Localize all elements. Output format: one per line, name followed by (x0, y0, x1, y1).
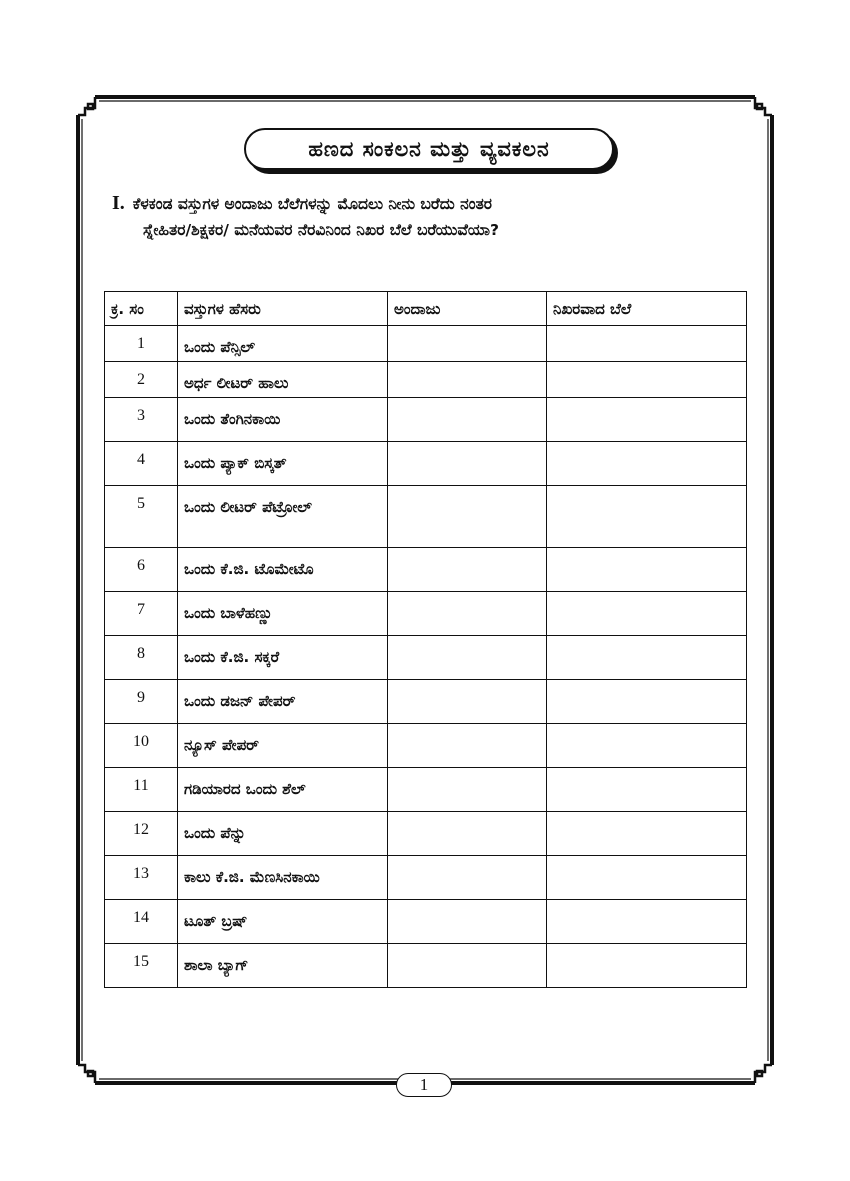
table-header-row (105, 292, 747, 326)
table-row (105, 592, 747, 636)
table-row (105, 944, 747, 988)
estimate-cell[interactable] (388, 724, 547, 768)
table-row (105, 812, 747, 856)
serial-number-cell: 8 (105, 636, 178, 680)
instruction-line-1: I. ಕೆಳಕಂಡ ವಸ್ತುಗಳ ಅಂದಾಜು ಬೆಲೆಗಳನ್ನು ಮೊದಲು ನೀನು ಬರೆದು ನಂತರ (112, 192, 492, 214)
item-name-cell: ಕಾಲು ಕೆ.ಜಿ. ಮೆಣಸಿನಕಾಯಿ (178, 856, 388, 900)
header-exact-price: ನಿಖರವಾದ ಬೆಲೆ (547, 292, 747, 326)
serial-number-cell: 5 (105, 486, 178, 548)
table-row (105, 900, 747, 944)
table-row (105, 326, 747, 362)
exact-price-cell[interactable] (547, 486, 747, 548)
question-number: I. (112, 192, 125, 214)
exact-price-cell[interactable] (547, 856, 747, 900)
serial-number-cell: 2 (105, 362, 178, 398)
estimate-cell[interactable] (388, 680, 547, 724)
item-name-cell: ಗಡಿಯಾರದ ಒಂದು ಶೆಲ್ (178, 768, 388, 812)
header-item-name: ವಸ್ತುಗಳ ಹೆಸರು (178, 292, 388, 326)
item-name-cell: ಒಂದು ಡಜನ್ ಪೇಪರ್ (178, 680, 388, 724)
item-name-cell: ಒಂದು ಲೀಟರ್ ಪೆಟ್ರೋಲ್ (178, 486, 388, 548)
serial-number-cell: 11 (105, 768, 178, 812)
item-name-cell: ಒಂದು ಪೆನ್ಸಿಲ್ (178, 326, 388, 362)
exact-price-cell[interactable] (547, 592, 747, 636)
page-number: 1 (396, 1073, 452, 1097)
item-name-cell: ಅರ್ಧ ಲೀಟರ್ ಹಾಲು (178, 362, 388, 398)
serial-number-cell: 13 (105, 856, 178, 900)
exact-price-cell[interactable] (547, 680, 747, 724)
table-row (105, 636, 747, 680)
instruction-text (112, 190, 712, 243)
item-name-cell: ನ್ಯೂಸ್ ಪೇಪರ್ (178, 724, 388, 768)
serial-number-cell: 1 (105, 326, 178, 362)
exact-price-cell[interactable] (547, 812, 747, 856)
estimate-cell[interactable] (388, 442, 547, 486)
exact-price-cell[interactable] (547, 442, 747, 486)
item-name-cell: ಒಂದು ಬಾಳೆಹಣ್ಣು (178, 592, 388, 636)
exact-price-cell[interactable] (547, 398, 747, 442)
exact-price-cell[interactable] (547, 944, 747, 988)
serial-number-cell: 14 (105, 900, 178, 944)
item-name-cell: ಒಂದು ಕೆ.ಜಿ. ಟೊಮೇಟೊ (178, 548, 388, 592)
header-estimate: ಅಂದಾಜು (388, 292, 547, 326)
exact-price-cell[interactable] (547, 548, 747, 592)
table-row (105, 856, 747, 900)
exact-price-cell[interactable] (547, 636, 747, 680)
serial-number-cell: 4 (105, 442, 178, 486)
table-row (105, 724, 747, 768)
estimate-cell[interactable] (388, 900, 547, 944)
table-row (105, 442, 747, 486)
table-row (105, 398, 747, 442)
items-price-table (104, 291, 747, 988)
serial-number-cell: 7 (105, 592, 178, 636)
serial-number-cell: 3 (105, 398, 178, 442)
estimate-cell[interactable] (388, 856, 547, 900)
exact-price-cell[interactable] (547, 362, 747, 398)
estimate-cell[interactable] (388, 944, 547, 988)
item-name-cell: ಒಂದು ತೆಂಗಿನಕಾಯಿ (178, 398, 388, 442)
serial-number-cell: 10 (105, 724, 178, 768)
estimate-cell[interactable] (388, 812, 547, 856)
table-row (105, 486, 747, 548)
page-title: ಹಣದ ಸಂಕಲನ ಮತ್ತು ವ್ಯವಕಲನ (244, 128, 614, 170)
serial-number-cell: 12 (105, 812, 178, 856)
table-row (105, 680, 747, 724)
exact-price-cell[interactable] (547, 768, 747, 812)
serial-number-cell: 15 (105, 944, 178, 988)
instruction-line-2: ಸ್ನೇಹಿತರ/ಶಿಕ್ಷಕರ/ ಮನೆಯವರ ನೆರವಿನಿಂದ ನಿಖರ ಬೆಲೆ ಬರೆಯುವೆಯಾ? (143, 221, 499, 239)
item-name-cell: ಶಾಲಾ ಬ್ಯಾಗ್ (178, 944, 388, 988)
table-row (105, 362, 747, 398)
table-row (105, 548, 747, 592)
item-name-cell: ಒಂದು ಪ್ಯಾಕ್ ಬಿಸ್ಕತ್ (178, 442, 388, 486)
exact-price-cell[interactable] (547, 326, 747, 362)
serial-number-cell: 6 (105, 548, 178, 592)
estimate-cell[interactable] (388, 548, 547, 592)
item-name-cell: ಒಂದು ಪೆನ್ನು (178, 812, 388, 856)
estimate-cell[interactable] (388, 362, 547, 398)
estimate-cell[interactable] (388, 592, 547, 636)
estimate-cell[interactable] (388, 636, 547, 680)
header-serial-number: ಕ್ರ. ಸಂ (105, 292, 178, 326)
serial-number-cell: 9 (105, 680, 178, 724)
exact-price-cell[interactable] (547, 724, 747, 768)
exact-price-cell[interactable] (547, 900, 747, 944)
estimate-cell[interactable] (388, 486, 547, 548)
estimate-cell[interactable] (388, 398, 547, 442)
estimate-cell[interactable] (388, 326, 547, 362)
table-row (105, 768, 747, 812)
item-name-cell: ಒಂದು ಕೆ.ಜಿ. ಸಕ್ಕರೆ (178, 636, 388, 680)
estimate-cell[interactable] (388, 768, 547, 812)
item-name-cell: ಟೂತ್ ಬ್ರಷ್ (178, 900, 388, 944)
